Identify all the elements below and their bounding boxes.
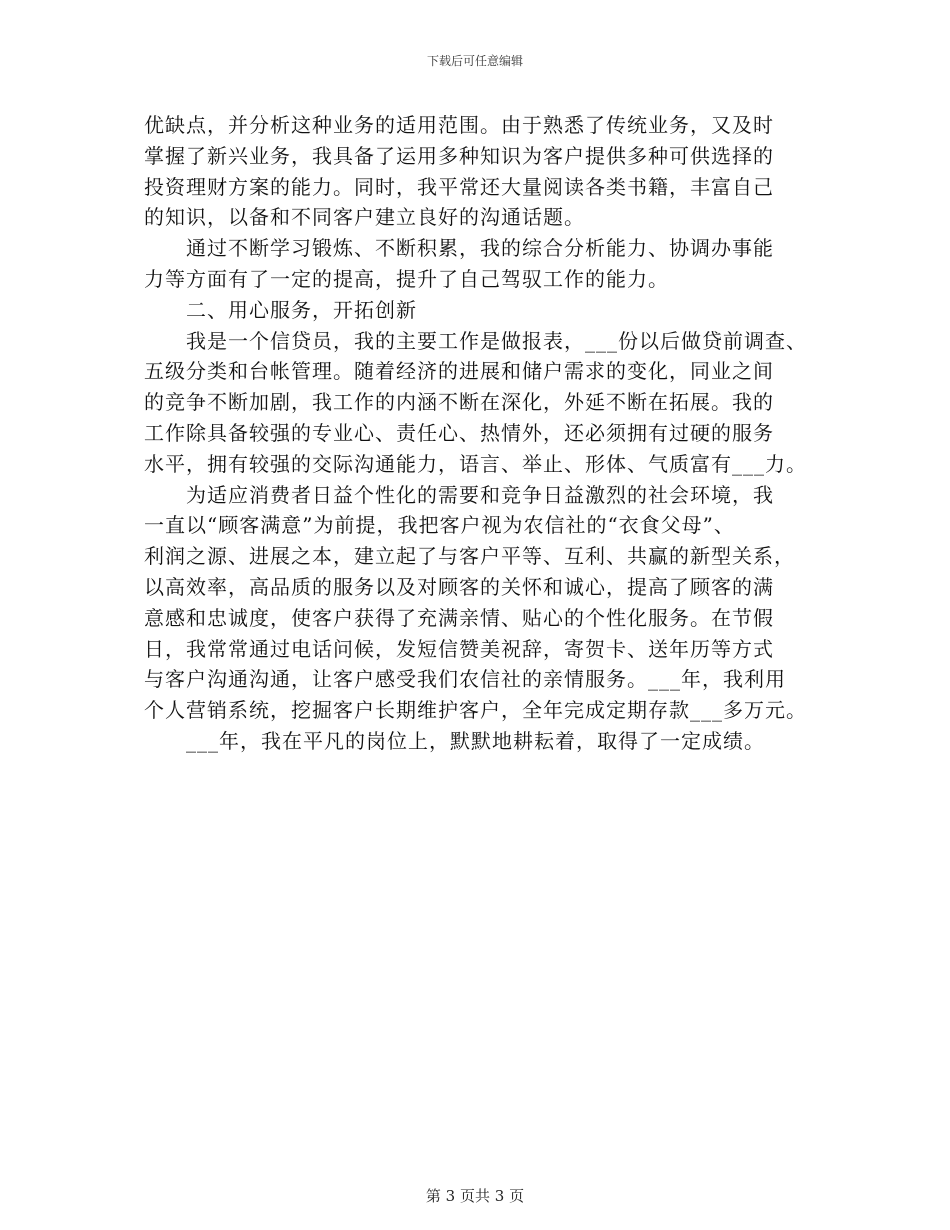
body-line: 力等方面有了一定的提高，提升了自己驾驭工作的能力。 [144,266,669,291]
body-line: 的竞争不断加剧，我工作的内涵不断在深化，外延不断在拓展。我的 [144,390,774,415]
body-line: 日，我常常通过电话问候，发短信赞美祝辞，寄贺卡、送年历等方式 [144,636,774,661]
document-body [144,110,824,757]
body-line: 为适应消费者日益个性化的需要和竞争日益激烈的社会环境，我 [144,482,774,507]
body-line: 掌握了新兴业务，我具备了运用多种知识为客户提供多种可供选择的 [144,143,774,168]
body-line: 以高效率，高品质的服务以及对顾客的关怀和诚心，提高了顾客的满 [144,574,774,599]
body-line: ___年，我在平凡的岗位上，默默地耕耘着，取得了一定成绩。 [144,728,765,753]
body-line: 我是一个信贷员，我的主要工作是做报表，___份以后做贷前调查、 [144,328,807,353]
body-line: 的知识，以备和不同客户建立良好的沟通话题。 [144,205,585,230]
body-line: 水平，拥有较强的交际沟通能力，语言、举止、形体、气质富有___力。 [144,451,807,476]
section-heading: 二、用心服务，开拓创新 [144,297,417,322]
body-line: 工作除具备较强的专业心、责任心、热情外，还必须拥有过硬的服务 [144,420,774,445]
body-line: 利润之源、进展之本，建立起了与客户平等、互利、共赢的新型关系， [144,544,795,569]
body-line: 意感和忠诚度，使客户获得了充满亲情、贴心的个性化服务。在节假 [144,605,774,630]
body-line: 与客户沟通沟通，让客户感受我们农信社的亲情服务。___年，我利用 [144,667,786,692]
body-line: 一直以“顾客满意”为前提，我把客户视为农信社的“衣食父母”、 [144,513,735,538]
page-header: 下载后可任意编辑 [426,54,523,68]
body-line: 优缺点，并分析这种业务的适用范围。由于熟悉了传统业务，又及时 [144,113,774,137]
body-line: 通过不断学习锻炼、不断积累，我的综合分析能力、协调办事能 [144,236,774,261]
body-line: 个人营销系统，挖掘客户长期维护客户，全年完成定期存款___多万元。 [144,698,807,723]
body-line: 五级分类和台帐管理。随着经济的进展和储户需求的变化，同业之间 [144,359,774,384]
body-line: 投资理财方案的能力。同时，我平常还大量阅读各类书籍，丰富自己 [144,174,774,199]
page-footer: 第 3 页共 3 页 [425,1187,525,1205]
